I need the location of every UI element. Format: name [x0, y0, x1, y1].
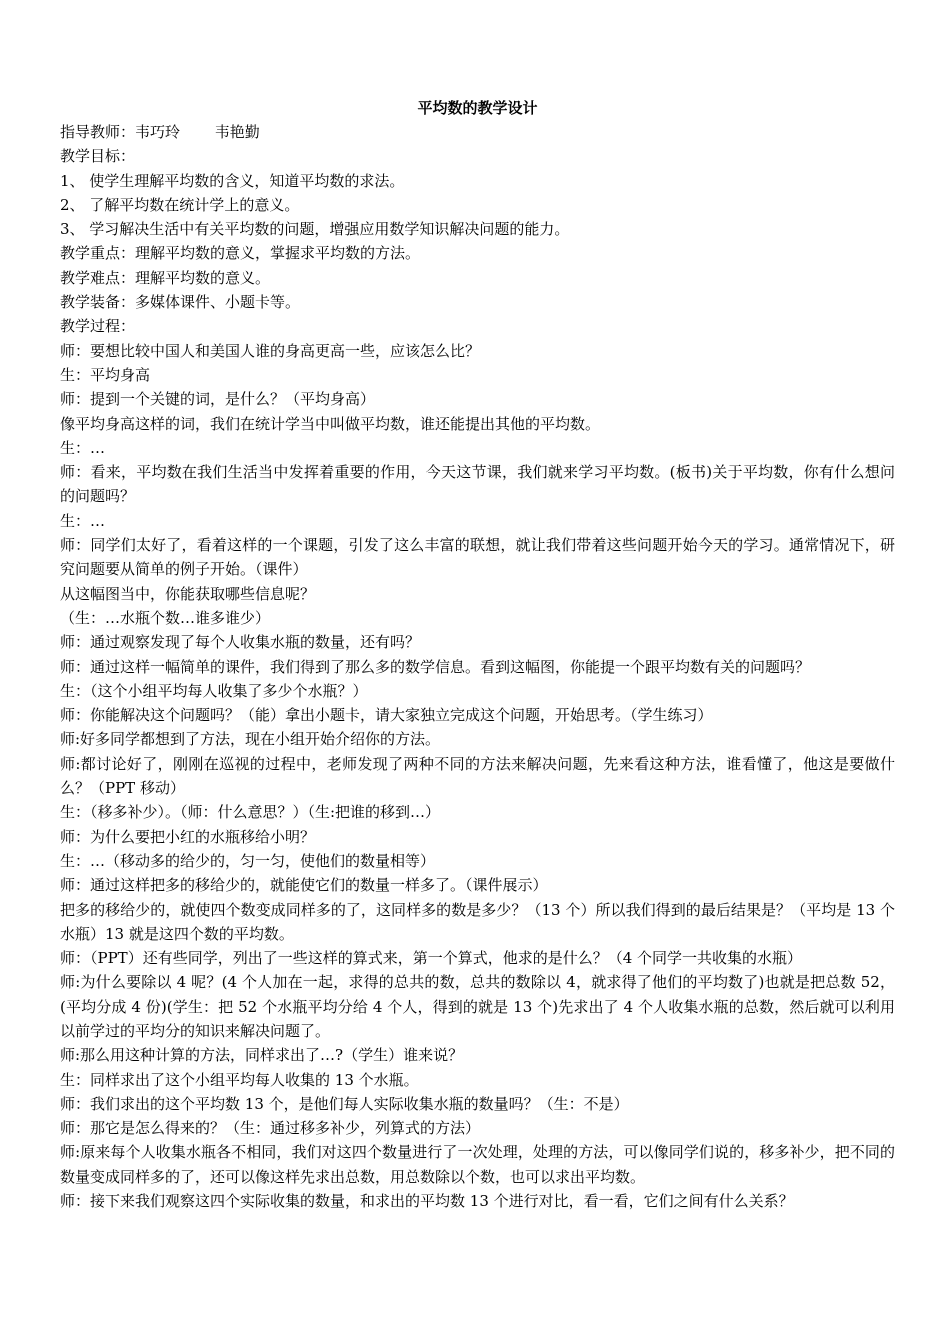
paragraph: 师：你能解决这个问题吗？（能）拿出小题卡，请大家独立完成这个问题，开始思考。（学生练习）: [60, 706, 713, 725]
paragraph: 师:原来每个人收集水瓶各不相同，我们对这四个数量进行了一次处理，处理的方法，可以像同学们说的，移多补少，把不同的数量变成同样多的了，还可以像这样先求出总数，用总数除以个数，也可以求出平均数。: [60, 1143, 895, 1186]
paragraph: 师:都讨论好了，刚刚在巡视的过程中，老师发现了两种不同的方法来解决问题，先来看这种方法，谁看懂了，他这是要做什么？（PPT 移动）: [60, 754, 895, 798]
paragraph: 生：…: [60, 438, 106, 457]
paragraph: 师：那它是怎么得来的？（生：通过移多补少，列算式的方法）: [60, 1119, 481, 1138]
paragraph: 师:为什么要除以 4 呢？(4 个人加在一起，求得的总共的数，总共的数除以 4，就求得了他们的平均数了)也就是把总数 52，(平均分成 4 份)(学生：把 52 个水瓶平均分给 4 个人，得到的就是 13 个)先求出了 4 个人收集水瓶的总数，然后就可以利用以前学过的平均分的知识来解决问题了。: [60, 973, 895, 1040]
paragraph: 师：为什么要把小红的水瓶移给小明？: [60, 827, 316, 846]
paragraph: 师：通过这样一幅简单的课件，我们得到了那么多的数学信息。看到这幅图，你能提一个跟平均数有关的问题吗？: [60, 657, 811, 676]
paragraph: 师：要想比较中国人和美国人谁的身高更高一些，应该怎么比？: [60, 341, 481, 360]
paragraph: 师：提到一个关键的词，是什么？（平均身高）: [60, 390, 376, 409]
paragraph: 师：（PPT）还有些同学，列出了一些这样的算式来，第一个算式，他求的是什么？（4 个同学一共收集的水瓶）: [60, 949, 803, 968]
paragraph: 像平均身高这样的词，我们在统计学当中叫做平均数，谁还能提出其他的平均数。: [60, 414, 601, 433]
document-body: [60, 120, 895, 1213]
paragraph: 生：同样求出了这个小组平均每人收集的 13 个水瓶。: [60, 1070, 419, 1089]
paragraph: 师：我们求出的这个平均数 13 个，是他们每人实际收集水瓶的数量吗？（生：不是）: [60, 1094, 629, 1113]
paragraph: 教学过程：: [60, 317, 136, 336]
document-page: [60, 96, 895, 1213]
paragraph: 3、 学习解决生活中有关平均数的问题，增强应用数学知识解决问题的能力。: [60, 220, 570, 239]
paragraph: 从这幅图当中，你能获取哪些信息呢？: [60, 584, 316, 603]
document-title: 平均数的教学设计: [417, 99, 538, 117]
paragraph: 把多的移给少的，就使四个数变成同样多的了，这同样多的数是多少？（13 个）所以我们得到的最后结果是？（平均是 13 个水瓶）13 就是这四个数的平均数。: [60, 900, 895, 943]
paragraph: 生：平均身高: [60, 365, 151, 384]
paragraph: 生：…（移动多的给少的，匀一匀，使他们的数量相等）: [60, 851, 436, 870]
paragraph: 生：…: [60, 511, 106, 530]
paragraph: 指导教师：韦巧玲 韦艳勤: [60, 123, 260, 141]
paragraph: 师：同学们太好了，看着这样的一个课题，引发了这么丰富的联想，就让我们带着这些问题开始今天的学习。通常情况下，研究问题要从简单的例子开始。（课件）: [60, 536, 895, 579]
paragraph: 教学目标：: [60, 147, 136, 166]
paragraph: 生：（移多补少）。（师：什么意思？）（生:把谁的移到…）: [60, 803, 441, 822]
paragraph: 师:那么用这种计算的方法，同样求出了…?（学生）谁来说？: [60, 1046, 464, 1065]
paragraph: 师：通过这样把多的移给少的，就能使它们的数量一样多了。（课件展示）: [60, 876, 548, 895]
paragraph: 教学装备：多媒体课件、小题卡等。: [60, 293, 301, 312]
paragraph: （生：…水瓶个数…谁多谁少）: [60, 608, 271, 627]
paragraph: 师:好多同学都想到了方法，现在小组开始介绍你的方法。: [60, 730, 441, 749]
paragraph: 师：通过观察发现了每个人收集水瓶的数量，还有吗？: [60, 633, 421, 652]
paragraph: 教学难点：理解平均数的意义。: [60, 268, 271, 287]
paragraph: 2、 了解平均数在统计学上的意义。: [60, 195, 300, 214]
paragraph: 1、 使学生理解平均数的含义，知道平均数的求法。: [60, 171, 405, 190]
paragraph: 师：看来，平均数在我们生活当中发挥着重要的作用，今天这节课，我们就来学习平均数。(板书)关于平均数，你有什么想问的问题吗？: [60, 463, 895, 506]
paragraph: 师：接下来我们观察这四个实际收集的数量，和求出的平均数 13 个进行对比，看一看，它们之间有什么关系？: [60, 1192, 794, 1211]
paragraph: 生：（这个小组平均每人收集了多少个水瓶？）: [60, 681, 368, 700]
paragraph: 教学重点：理解平均数的意义，掌握求平均数的方法。: [60, 244, 421, 263]
